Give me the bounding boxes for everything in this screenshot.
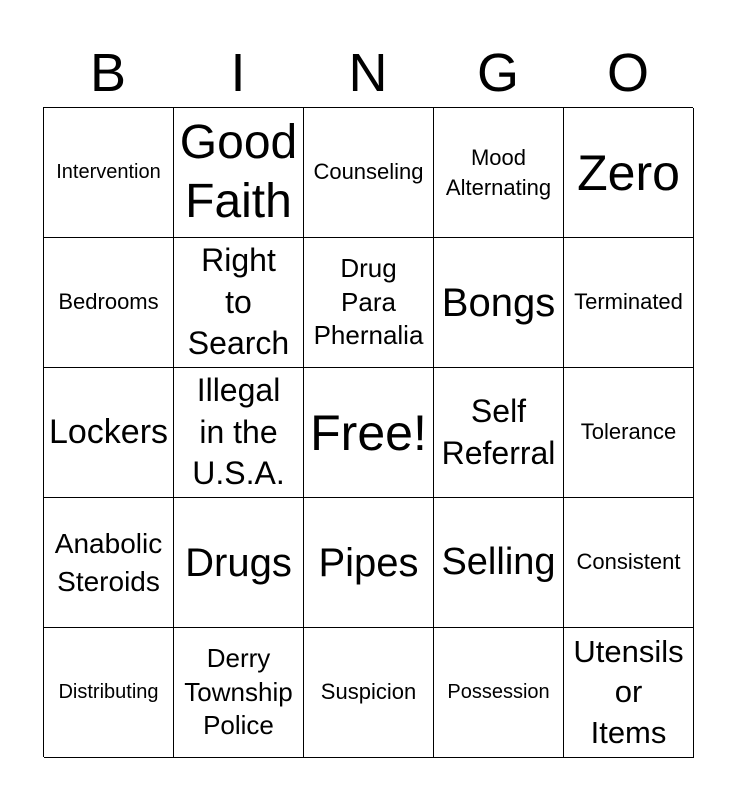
cell-text: Zero [577, 144, 680, 201]
bingo-cell[interactable] [44, 238, 174, 368]
cell-text: Distributing [58, 680, 159, 703]
cell-text: Anabolic Steroids [54, 527, 163, 597]
bingo-cell[interactable] [304, 108, 434, 238]
cell-text: Suspicion [320, 679, 417, 705]
cell-text: Drug Para Phernalia [313, 252, 424, 351]
bingo-cell[interactable] [174, 498, 304, 628]
bingo-cell[interactable] [174, 368, 304, 498]
cell-text: Pipes [318, 540, 419, 585]
bingo-cell[interactable] [44, 628, 174, 758]
bingo-cell[interactable] [434, 498, 564, 628]
bingo-cell[interactable] [434, 108, 564, 238]
bingo-cell[interactable] [44, 108, 174, 238]
bingo-cell[interactable] [564, 368, 694, 498]
bingo-cell[interactable] [564, 108, 694, 238]
cell-text: Self Referral [441, 392, 556, 471]
free-space-cell[interactable] [304, 368, 434, 498]
cell-text: Bedrooms [58, 289, 159, 315]
cell-text: Right to Search [187, 242, 290, 362]
bingo-cell[interactable] [564, 628, 694, 758]
cell-text: Counseling [313, 159, 424, 185]
bingo-cell[interactable] [304, 498, 434, 628]
cell-text: Selling [441, 540, 556, 583]
bingo-cell[interactable] [564, 238, 694, 368]
cell-text: Possession [447, 680, 550, 703]
cell-text: Illegal in the U.S.A. [192, 372, 285, 492]
cell-text: Utensils or Items [573, 634, 684, 750]
bingo-board [43, 107, 693, 757]
header-letter-n: N [348, 43, 388, 103]
bingo-cell[interactable] [434, 628, 564, 758]
cell-text: Lockers [48, 412, 169, 451]
bingo-cell[interactable] [434, 238, 564, 368]
cell-text: Tolerance [580, 419, 677, 445]
header-letter-b: B [89, 43, 127, 103]
header-letter-g: G [476, 43, 519, 103]
bingo-cell[interactable] [174, 108, 304, 238]
bingo-cell[interactable] [44, 368, 174, 498]
bingo-cell[interactable] [174, 238, 304, 368]
bingo-cell[interactable] [304, 238, 434, 368]
free-space-text: Free! [310, 404, 427, 461]
header-letter-o: O [606, 43, 649, 103]
bingo-cell[interactable] [44, 498, 174, 628]
cell-text: Bongs [441, 280, 556, 325]
cell-text: Consistent [576, 549, 681, 575]
bingo-cell[interactable] [304, 628, 434, 758]
cell-text: Good Faith [179, 115, 298, 228]
cell-text: Mood Alternating [445, 144, 552, 200]
bingo-cell[interactable] [174, 628, 304, 758]
cell-text: Derry Township Police [184, 642, 293, 741]
cell-text: Drugs [185, 540, 292, 585]
header-letter-i: I [230, 43, 246, 103]
bingo-header [43, 40, 693, 106]
cell-text: Intervention [56, 160, 161, 183]
bingo-cell[interactable] [564, 498, 694, 628]
cell-text: Terminated [574, 289, 683, 315]
bingo-cell[interactable] [434, 368, 564, 498]
